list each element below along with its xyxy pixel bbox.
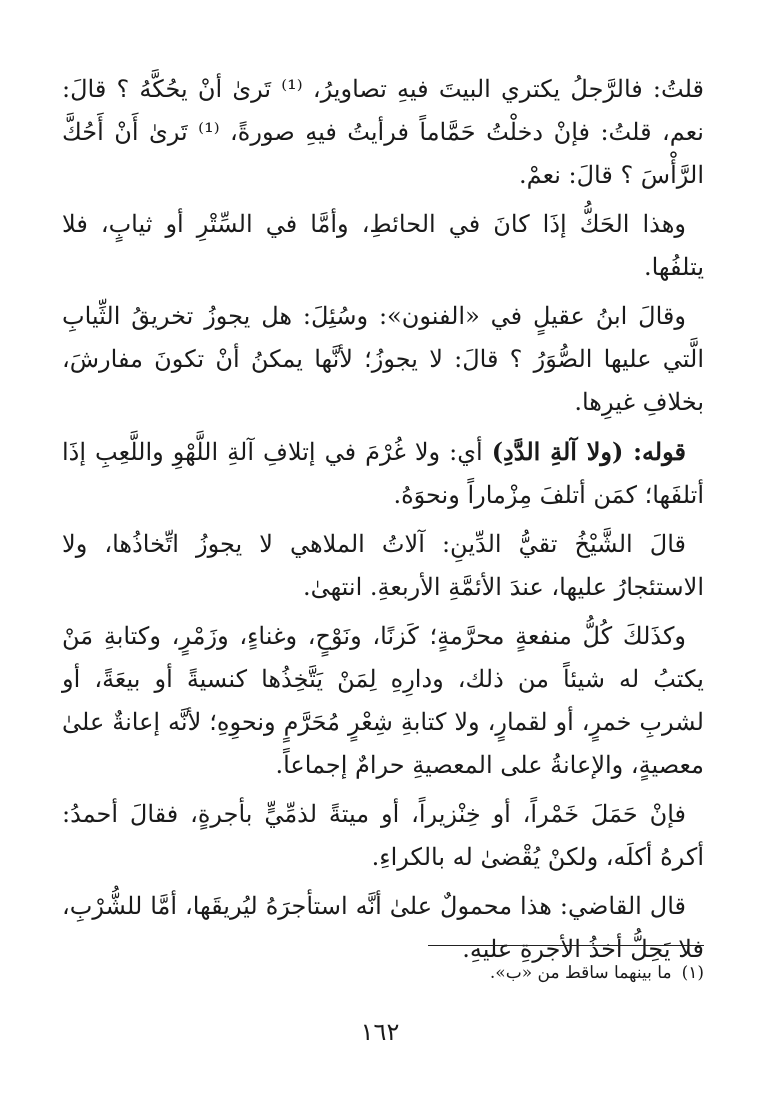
paragraph-4-heading: قوله: (ولا آلةِ الدَّدِ) bbox=[491, 437, 686, 466]
page-number: ١٦٢ bbox=[360, 1018, 400, 1046]
footnote-text: ما بينهما ساقط من «ب». bbox=[489, 963, 672, 983]
paragraph-4-text: أي: ولا غُرْمَ في إتلافِ آلةِ اللَّهْوِ واللَّعِبِ إذَا أتلفَها؛ كمَن أتلفَ مِزْماراً ونحوَهُ. bbox=[62, 438, 704, 509]
paragraph-8 bbox=[62, 885, 704, 971]
paragraph-3 bbox=[62, 295, 704, 424]
footnote-divider bbox=[428, 945, 704, 946]
paragraph-6-text: وكذَلكَ كُلُّ منفعةٍ محرَّمةٍ؛ كَزنًا، ونَوْحٍ، وغناءٍ، وزَمْرٍ، وكتابةِ مَنْ يكتبُ له شيئاً من ذلك، ودارِهِ لِمَنْ يَتَّخِذُها كنسيةً أو بيعَةً، أو لشربِ خمرٍ، أو لقمارٍ، ولا كتابةِ شِعْرٍ مُحَرَّمٍ ونحوِهِ؛ لأنَّه إعانةٌ علىٰ معصيةٍ، والإعانةُ على المعصيةِ حرامٌ إجماعاً. bbox=[62, 622, 704, 779]
paragraph-5 bbox=[62, 523, 704, 609]
paragraph-7 bbox=[62, 793, 704, 879]
footnote-number: (١) bbox=[681, 963, 704, 983]
paragraph-6 bbox=[62, 615, 704, 787]
main-text bbox=[62, 68, 704, 971]
paragraph-1-text: قلتُ: فالرَّجلُ يكتري البيتَ فيهِ تصاويرُ، ⁽¹⁾ تَرىٰ أنْ يحُكَّهُ ؟ قالَ: نعم، قلتُ: فإنْ دخلْتُ حَمَّاماً فرأيتُ فيهِ صورةً، ⁽¹⁾ تَرىٰ أَنْ أَحُكَّ الرَّأْسَ ؟ قالَ: نعمْ. bbox=[62, 75, 704, 189]
paragraph-5-text: قالَ الشَّيْخُ تقيُّ الدِّينِ: آلاتُ الملاهي لا يجوزُ اتِّخاذُها، ولا الاستئجارُ عليها، عندَ الأئمَّةِ الأربعةِ. انتهىٰ. bbox=[62, 530, 704, 601]
paragraph-4 bbox=[62, 430, 704, 517]
paragraph-3-text: وقالَ ابنُ عقيلٍ في «الفنون»: وسُئِلَ: هل يجوزُ تخريقُ الثِّيابِ الَّتي عليها الصُّوَرُ ؟ قالَ: لا يجوزُ؛ لأنَّها يمكنُ أنْ تكونَ مفارشَ، بخلافِ غيرِها. bbox=[62, 302, 704, 416]
paragraph-8-text: قال القاضي: هذا محمولٌ علىٰ أنَّه استأجرَهُ ليُريقَها، أمَّا للشُّرْبِ، فلا يَحِلُّ أخذُ الأجرةِ عليهِ. bbox=[62, 892, 704, 963]
footnote bbox=[62, 960, 704, 986]
paragraph-2-text: وهذا الحَكُّ إذَا كانَ في الحائطِ، وأمَّا في السِّتْرِ أو ثيابٍ، فلا يتلفُها. bbox=[62, 210, 704, 281]
paragraph-7-text: فإنْ حَمَلَ خَمْراً، أو خِنْزيراً، أو ميتةً لذمِّيٍّ بأجرةٍ، فقالَ أحمدُ: أكرهُ أكلَه، ولكنْ يُقْضىٰ له بالكراءِ. bbox=[62, 800, 704, 871]
paragraph-2 bbox=[62, 203, 704, 289]
paragraph-1 bbox=[62, 68, 704, 197]
